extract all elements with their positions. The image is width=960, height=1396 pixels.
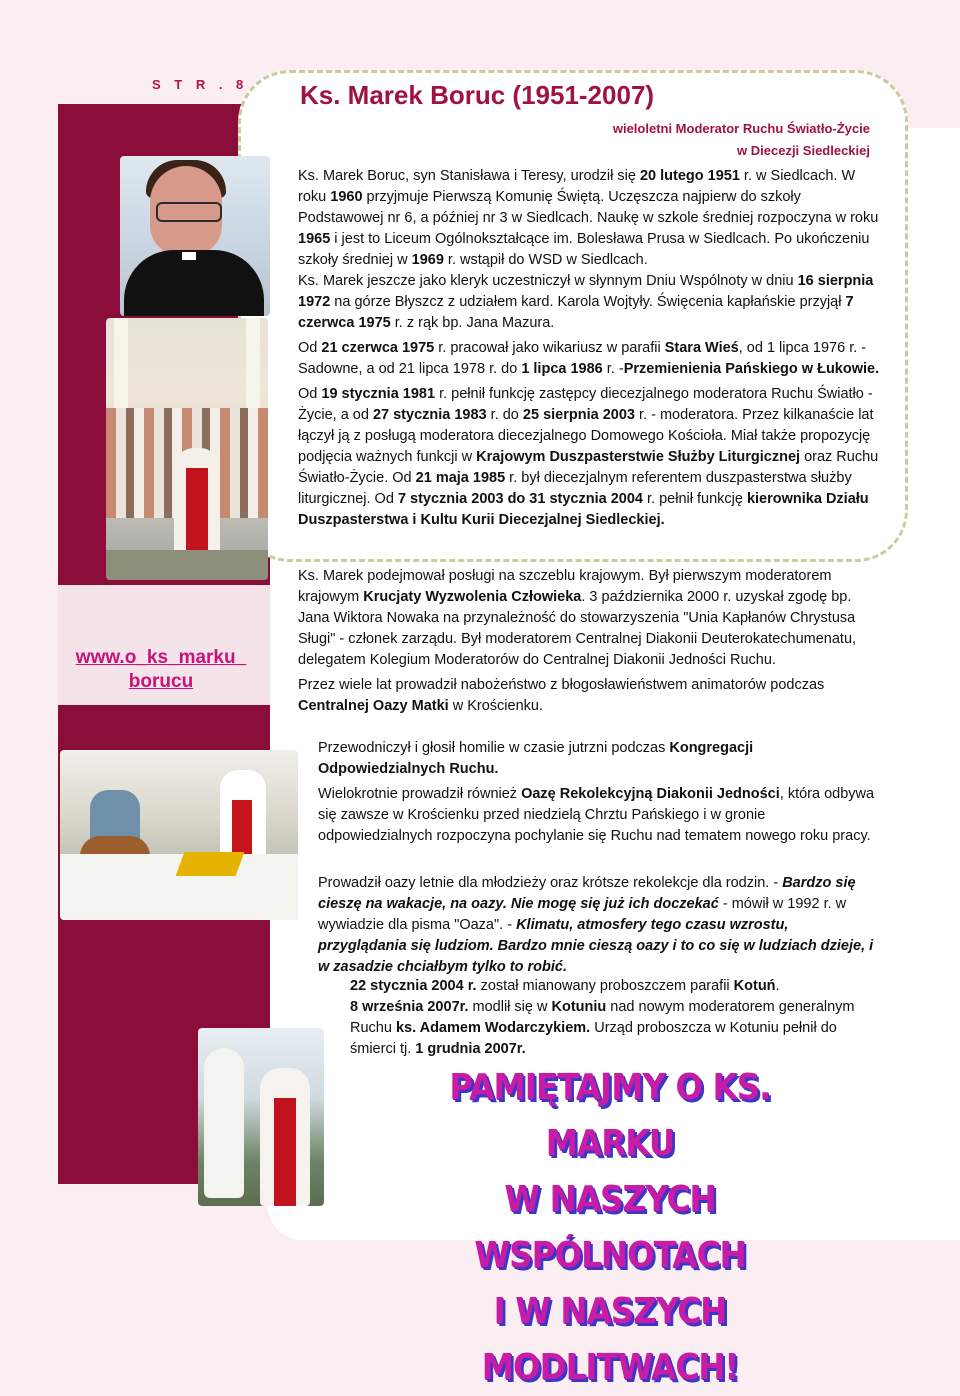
paragraph-final: 8 września 2007r. modlił się w Kotuniu nad nowym moderatorem generalnym Ruchu ks. Adamem Wodarczykiem. Urząd proboszcza w Kotuniu pełnił do śmierci tj. 1 grudnia 2007r. bbox=[350, 999, 855, 1057]
biography-kotun bbox=[350, 976, 880, 1060]
page-title: Ks. Marek Boruc (1951-2007) bbox=[300, 80, 655, 110]
paragraph-ordination: Ks. Marek jeszcze jako kleryk uczestniczył w słynnym Dniu Wspólnoty w dniu 16 sierpnia 1972 na górze Błyszcz z udziałem kard. Karola Wojtyły. Święcenia kapłańskie przyjął 7 czerwca 1975 r. z rąk bp. Jana Mazura. bbox=[298, 273, 874, 331]
side-link-line-1[interactable]: www.o_ks_marku_ bbox=[75, 647, 247, 668]
subtitle-line-1: wieloletni Moderator Ruchu Światło-Życie bbox=[612, 121, 870, 136]
biography-national bbox=[298, 566, 878, 717]
closing-line-1: PAMIĘTAJMY O KS. MARKU bbox=[449, 1067, 771, 1164]
paragraph-national: Ks. Marek podejmował posługi na szczeblu krajowym. Był pierwszym moderatorem krajowym Krucjaty Wyzwolenia Człowieka. 3 października 2000 r. uzyskał zgodę bp. Jana Wiktora Nowaka na przynależność do stowarzyszenia "Unia Kapłanów Chrystusa Sługi" - członek zarządu. Był moderatorem Centralnej Diakonii Deuterokatechumenatu, delegatem Kolegium Moderatorów do Centralnej Diakonii Jedności Ruchu. bbox=[298, 568, 857, 668]
biography-oases bbox=[298, 873, 880, 978]
page-number: S T R . 8 bbox=[152, 77, 249, 92]
paragraph-kotun: 22 stycznia 2004 r. został mianowany proboszczem parafii Kotuń. bbox=[350, 978, 780, 994]
statue-photo bbox=[198, 1028, 324, 1206]
closing-banner bbox=[394, 1060, 826, 1396]
altar-photo bbox=[60, 750, 298, 920]
subtitle-line-2: w Diecezji Siedleckiej bbox=[737, 143, 870, 158]
closing-line-3: I W NASZYCH MODLITWACH! bbox=[481, 1291, 739, 1388]
portrait-photo bbox=[120, 156, 270, 316]
paragraph-parishes: Od 21 czerwca 1975 r. pracował jako wikariusz w parafii Stara Wieś, od 1 lipca 1976 r. - Sadowne, a od 21 lipca 1978 r. do 1 lipca 1986 r. -Przemienienia Pańskiego w Łukowie. bbox=[298, 340, 880, 377]
side-link-line-2[interactable]: borucu bbox=[128, 671, 194, 692]
paragraph-birth: Ks. Marek Boruc, syn Stanisława i Teresy, urodził się 20 lutego 1951 r. w Siedlcach. W roku 1960 przyjmuje Pierwszą Komunię Świętą. Uczęszcza najpierw do szkoły Podstawowej nr 6, a później nr 3 w Siedlcach. Naukę w szkole średniej rozpoczyna w roku 1965 i jest to Liceum Ogólnokształcące im. Bolesława Prusa w Siedlcach. Po ukończeniu szkoły średniej w 1969 r. wstąpił do WSD w Siedlcach. bbox=[298, 168, 879, 268]
paragraph-congregation: Przewodniczył i głosił homilie w czasie jutrzni podczas Kongregacji Odpowiedzialnych Ruchu. bbox=[318, 740, 754, 777]
paragraph-oases: Prowadził oazy letnie dla młodzieży oraz krótsze rekolekcje dla rodzin. - Bardzo się cieszę na wakacje, na oazy. Nie mogę się już ich doczekać - mówił w 1992 r. w wywiadzie dla pisma "Oaza". - Klimatu, atmosfery tego czasu wzrostu, przyglądania się ludziom. Bardzo mnie cieszą oazy i to co się w ludziach dzieje, i w zasadzie chciałbym tylko to robić. bbox=[318, 875, 874, 975]
biography-congregation bbox=[318, 738, 878, 847]
closing-line-2: W NASZYCH WSPÓLNOTACH bbox=[474, 1179, 746, 1276]
paragraph-moderator: Od 19 stycznia 1981 r. pełnił funkcję zastępcy diecezjalnego moderatora Ruchu Światło - Życie, a od 27 stycznia 1983 r. do 25 sierpnia 2003 r. - moderatora. Przez kilkanaście lat łączył ją z posługą moderatora diecezjalnego Domowego Kościoła. Miał także propozycję podjęcia ważnych funkcji w Krajowym Duszpasterstwie Służby Liturgicznej oraz Ruchu Światło-Życie. Od 21 maja 1985 r. był diecezjalnym referentem duszpasterstwa służby liturgicznej. Od 7 stycznia 2003 do 31 stycznia 2004 r. pełnił funkcję kierownika Działu Duszpasterstwa i Kultu Kurii Diecezjalnej Siedleckiej. bbox=[298, 386, 879, 528]
paragraph-oaza-matki: Przez wiele lat prowadził nabożeństwo z błogosławieństwem animatorów podczas Centralnej Oazy Matki w Krościenku. bbox=[298, 677, 825, 714]
paragraph-retreat: Wielokrotnie prowadził również Oazę Rekolekcyjną Diakonii Jedności, która odbywa się zawsze w Krościenku przed niedzielą Chrztu Pańskiego i w gronie odpowiedzialnych rozpoczyna pochylanie się Ruchu nad tematem nowego roku pracy. bbox=[318, 786, 875, 844]
mass-photo bbox=[106, 318, 268, 580]
biography-early bbox=[298, 166, 880, 531]
side-link[interactable] bbox=[62, 646, 260, 694]
